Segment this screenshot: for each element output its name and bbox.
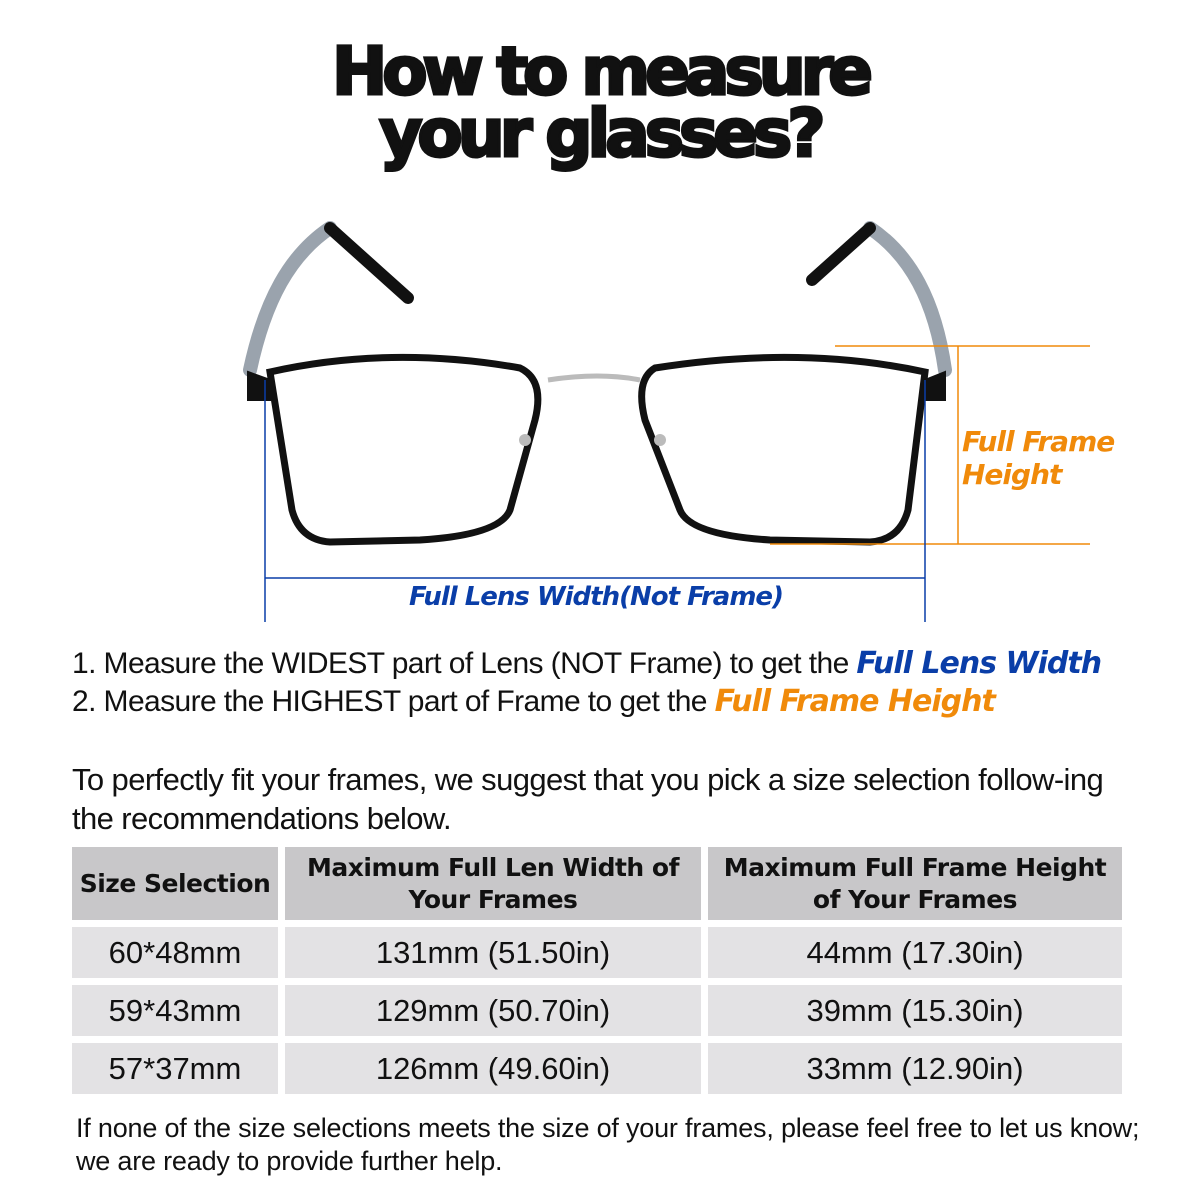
- cell-width: 129mm (50.70in): [285, 985, 701, 1036]
- table-row: [72, 927, 1122, 978]
- cell-size: 59*43mm: [72, 985, 278, 1036]
- cell-size: 57*37mm: [72, 1043, 278, 1094]
- cell-size: 60*48mm: [72, 927, 278, 978]
- nose-pads: [519, 434, 666, 446]
- full-frame-height-label: [962, 425, 1114, 491]
- glasses-illustration: [0, 200, 1200, 630]
- cell-height: 39mm (15.30in): [708, 985, 1122, 1036]
- height-label-line-1: Full Frame: [962, 425, 1115, 458]
- instruction-2-highlight: Full Frame Height: [714, 684, 995, 719]
- height-label-line-2: Height: [962, 458, 1062, 491]
- cell-width: 126mm (49.60in): [285, 1043, 701, 1094]
- instruction-1-text: 1. Measure the WIDEST part of Lens (NOT Frame) to get the: [72, 647, 857, 680]
- instruction-2: [72, 684, 995, 719]
- cell-width: 131mm (51.50in): [285, 927, 701, 978]
- table-row: [72, 1043, 1122, 1094]
- title-line-2: your glasses?: [379, 95, 821, 172]
- size-table: [65, 840, 1129, 1101]
- temple-arms: [250, 228, 945, 370]
- instruction-1-highlight: Full Lens Width: [856, 646, 1102, 681]
- header-size-selection: Size Selection: [72, 847, 278, 920]
- title-line-1: How to measure: [331, 33, 869, 110]
- header-max-frame-height: Maximum Full Frame Height of Your Frames: [708, 847, 1122, 920]
- instruction-1: [72, 646, 1101, 681]
- suggestion-text: To perfectly fit your frames, we suggest that you pick a size selection follow-ing the recommendations below.: [72, 762, 1104, 836]
- cell-height: 33mm (12.90in): [708, 1043, 1122, 1094]
- table-header-row: [72, 847, 1122, 920]
- frame: [248, 357, 945, 542]
- cell-height: 44mm (17.30in): [708, 927, 1122, 978]
- table-row: [72, 985, 1122, 1036]
- instruction-2-text: 2. Measure the HIGHEST part of Frame to get the: [72, 685, 715, 718]
- header-max-lens-width: Maximum Full Len Width of Your Frames: [285, 847, 701, 920]
- full-lens-width-label: Full Lens Width(Not Frame): [409, 582, 783, 612]
- footer-help-text: If none of the size selections meets the size of your frames, please feel free to let us know; we are ready to provide further help.: [76, 1113, 1140, 1176]
